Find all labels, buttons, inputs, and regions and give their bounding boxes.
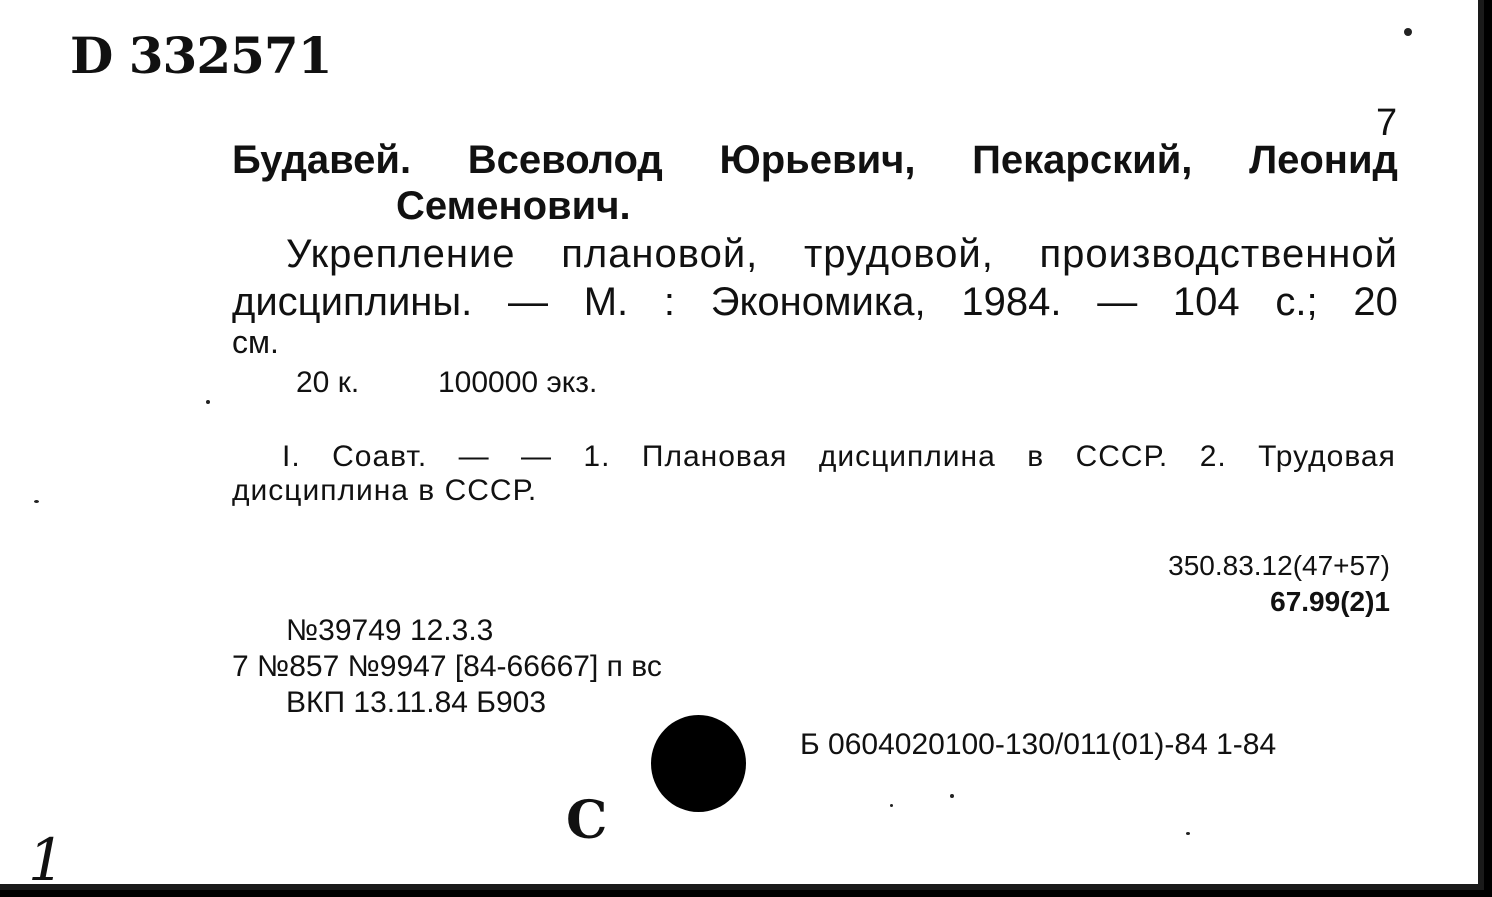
ink-speck <box>206 400 210 404</box>
publication-code: Б 0604020100-130/011(01)-84 1-84 <box>800 728 1277 761</box>
title-word: — <box>1097 280 1138 324</box>
price: 20 к. <box>296 366 360 399</box>
subject-word: I. <box>282 440 301 473</box>
author-word: Будавей. <box>232 138 412 182</box>
title-word: производственной <box>1039 232 1398 276</box>
author-word: Всеволод <box>467 138 663 182</box>
registration-line-2: 7 №857 №9947 [84-66667] п вс <box>232 650 662 683</box>
registration-line-1: №39749 12.3.3 <box>286 614 494 647</box>
author-word: Пекарский, <box>972 138 1193 182</box>
title-line-1 <box>286 232 1398 277</box>
subject-word: СССР. <box>1075 440 1169 473</box>
classification-index-2: 67.99(2)1 <box>1270 586 1390 617</box>
ink-speck <box>890 804 893 807</box>
subjects-line-2: дисциплина в СССР. <box>232 474 538 507</box>
print-run: 100000 экз. <box>438 366 598 399</box>
title-word: с.; <box>1275 280 1318 324</box>
title-word: 20 <box>1353 280 1398 324</box>
title-word: М. <box>583 280 629 324</box>
punch-hole <box>651 715 746 812</box>
subject-word: дисциплина <box>818 440 996 473</box>
ink-speck <box>1186 832 1190 835</box>
ink-speck <box>34 500 39 503</box>
letter-mark: С <box>566 790 608 851</box>
title-word: : <box>663 280 675 324</box>
subject-word: — <box>458 440 490 473</box>
ink-speck <box>950 794 954 798</box>
title-line-2 <box>232 280 1398 325</box>
handwritten-mark: 1 <box>28 826 65 890</box>
title-word: дисциплины. <box>232 280 473 324</box>
author-word: Леонид <box>1249 138 1398 182</box>
authors-continued: Семенович. <box>396 184 631 228</box>
subject-word: 1. <box>583 440 611 473</box>
title-word: Укрепление <box>286 232 516 276</box>
registration-line-3: ВКП 13.11.84 Б903 <box>286 686 547 719</box>
title-word: Экономика, <box>710 280 926 324</box>
title-word: — <box>507 280 548 324</box>
title-line-3: см. <box>232 324 279 360</box>
catalog-number: D 332571 <box>70 26 332 85</box>
title-word: трудовой, <box>803 232 994 276</box>
subject-word: 2. <box>1199 440 1227 473</box>
card-number: 7 <box>1376 102 1398 144</box>
ink-speck <box>1404 28 1412 36</box>
subject-word: в <box>1027 440 1045 473</box>
subject-word: Плановая <box>641 440 788 473</box>
title-word: плановой, <box>561 232 759 276</box>
subjects-line-1 <box>282 440 1396 474</box>
author-word: Юрьевич, <box>719 138 916 182</box>
classification-index-1: 350.83.12(47+57) <box>1168 550 1390 581</box>
title-word: 104 <box>1172 280 1240 324</box>
subject-word: Трудовая <box>1258 440 1396 473</box>
title-word: 1984. <box>961 280 1062 324</box>
authors-line <box>232 138 1398 183</box>
subject-word: Соавт. <box>332 440 428 473</box>
subject-word: — <box>521 440 552 473</box>
